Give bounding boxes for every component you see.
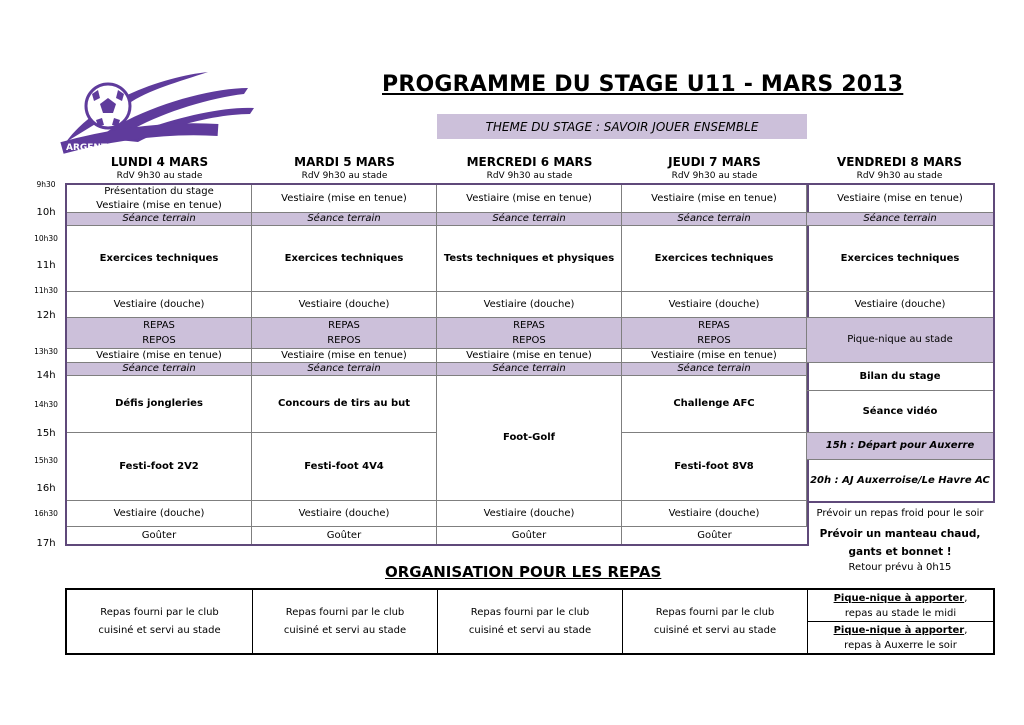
meals-title: ORGANISATION POUR LES REPAS bbox=[385, 563, 662, 581]
cell-wednesday-douche: Vestiaire (douche) bbox=[437, 292, 622, 318]
cell-thursday-seance: Séance terrain bbox=[622, 213, 807, 226]
time-label: 13h30 bbox=[34, 347, 58, 356]
theme-banner: THEME DU STAGE : SAVOIR JOUER ENSEMBLE bbox=[437, 114, 807, 139]
time-label: 11h bbox=[36, 260, 56, 271]
cell-monday-defis: Défis jongleries bbox=[67, 376, 252, 433]
day-name: VENDREDI 8 MARS bbox=[836, 155, 963, 169]
cell-tuesday-seance-pm: Séance terrain bbox=[252, 363, 437, 376]
pique-label: Pique-nique à apporter bbox=[833, 624, 965, 636]
cell-friday-exercices: Exercices techniques bbox=[807, 226, 993, 292]
cell-tuesday-festi: Festi-foot 4V4 bbox=[252, 433, 437, 501]
day-header-wednesday bbox=[437, 155, 622, 182]
meals-friday-midi bbox=[808, 590, 993, 622]
cell-friday-depart: 15h : Départ pour Auxerre bbox=[807, 433, 993, 460]
day-rdv: RdV 9h30 au stade bbox=[301, 171, 388, 181]
cell-monday-0930 bbox=[67, 185, 252, 213]
cell-tuesday-1330: Vestiaire (mise en tenue) bbox=[252, 349, 437, 363]
cell-tuesday-0930: Vestiaire (mise en tenue) bbox=[252, 185, 437, 213]
cell-friday-video: Séance vidéo bbox=[807, 391, 993, 433]
day-rdv: RdV 9h30 au stade bbox=[486, 171, 573, 181]
cell-text: Vestiaire (mise en tenue) bbox=[96, 199, 222, 211]
meal-text: Repas fourni par le club bbox=[470, 606, 590, 618]
cell-wednesday-footgolf: Foot-Golf bbox=[437, 376, 622, 501]
time-label: 16h30 bbox=[34, 509, 58, 518]
day-rdv: RdV 9h30 au stade bbox=[671, 171, 758, 181]
meal-text: cuisiné et servi au stade bbox=[283, 624, 407, 636]
meal-text: cuisiné et servi au stade bbox=[653, 624, 777, 636]
friday-retour: Retour prévu à 0h15 bbox=[848, 562, 952, 573]
meal-text: Pique-nique à apporter, bbox=[833, 624, 968, 636]
time-label: 17h bbox=[36, 538, 56, 549]
time-label: 10h bbox=[36, 207, 56, 218]
meal-text: Repas fourni par le club bbox=[285, 606, 405, 618]
day-header-tuesday bbox=[252, 155, 437, 182]
cell-thursday-repas bbox=[622, 318, 807, 349]
time-label: 14h bbox=[36, 370, 56, 381]
cell-monday-seance: Séance terrain bbox=[67, 213, 252, 226]
cell-text: REPAS bbox=[328, 320, 360, 331]
cell-wednesday-repas bbox=[437, 318, 622, 349]
time-label: 14h30 bbox=[34, 400, 58, 409]
friday-repas-froid: Prévoir un repas froid pour le soir bbox=[816, 508, 984, 519]
time-label: 12h bbox=[36, 310, 56, 321]
cell-thursday-douche: Vestiaire (douche) bbox=[622, 292, 807, 318]
cell-friday-douche: Vestiaire (douche) bbox=[807, 292, 993, 318]
day-name: LUNDI 4 MARS bbox=[110, 155, 209, 169]
cell-wednesday-seance: Séance terrain bbox=[437, 213, 622, 226]
cell-friday-match: 20h : AJ Auxerroise/Le Havre AC bbox=[810, 474, 990, 486]
meals-table bbox=[65, 588, 995, 655]
cell-monday-exercices: Exercices techniques bbox=[67, 226, 252, 292]
friday-gants: gants et bonnet ! bbox=[848, 546, 952, 558]
cell-friday-seance: Séance terrain bbox=[807, 213, 993, 226]
meals-thursday bbox=[623, 590, 808, 653]
cell-text: REPOS bbox=[142, 335, 176, 346]
cell-wednesday-douche-pm: Vestiaire (douche) bbox=[437, 501, 622, 527]
cell-tuesday-repas bbox=[252, 318, 437, 349]
meal-text: Repas fourni par le club bbox=[655, 606, 775, 618]
cell-monday-1330: Vestiaire (mise en tenue) bbox=[67, 349, 252, 363]
cell-monday-repas bbox=[67, 318, 252, 349]
cell-thursday-gouter: Goûter bbox=[697, 529, 732, 541]
cell-tuesday-concours: Concours de tirs au but bbox=[252, 376, 437, 433]
meal-text: cuisiné et servi au stade bbox=[98, 624, 221, 636]
meal-text: cuisiné et servi au stade bbox=[468, 624, 592, 636]
cell-monday-douche-pm: Vestiaire (douche) bbox=[67, 501, 252, 527]
day-rdv: RdV 9h30 au stade bbox=[856, 171, 943, 181]
cell-monday-festi: Festi-foot 2V2 bbox=[67, 433, 252, 501]
cell-text: REPOS bbox=[697, 335, 731, 346]
cell-tuesday-exercices: Exercices techniques bbox=[252, 226, 437, 292]
cell-monday-douche: Vestiaire (douche) bbox=[67, 292, 252, 318]
meal-text: repas au stade le midi bbox=[844, 607, 957, 619]
cell-text: REPOS bbox=[327, 335, 361, 346]
friday-manteau: Prévoir un manteau chaud, bbox=[819, 528, 981, 540]
cell-tuesday-douche-pm: Vestiaire (douche) bbox=[252, 501, 437, 527]
cell-wednesday-seance-pm: Séance terrain bbox=[437, 363, 622, 376]
day-name: JEUDI 7 MARS bbox=[668, 155, 761, 169]
cell-tuesday-gouter: Goûter bbox=[252, 527, 437, 544]
day-header-thursday bbox=[622, 155, 807, 182]
meals-wednesday bbox=[438, 590, 623, 653]
cell-thursday-exercices: Exercices techniques bbox=[622, 226, 807, 292]
day-name: MARDI 5 MARS bbox=[294, 155, 395, 169]
meals-friday-soir bbox=[808, 622, 993, 653]
cell-text: REPAS bbox=[698, 320, 730, 331]
club-logo bbox=[58, 68, 258, 156]
meal-text: Pique-nique à apporter, bbox=[833, 592, 968, 604]
time-label: 15h30 bbox=[34, 456, 58, 465]
time-label: 10h30 bbox=[34, 234, 58, 243]
cell-thursday-0930: Vestiaire (mise en tenue) bbox=[622, 185, 807, 213]
cell-text: REPAS bbox=[143, 320, 175, 331]
meals-monday bbox=[67, 590, 253, 653]
cell-friday-bilan: Bilan du stage bbox=[807, 363, 993, 391]
cell-text: REPOS bbox=[512, 335, 546, 346]
day-header-friday bbox=[807, 155, 992, 182]
cell-tuesday-seance: Séance terrain bbox=[252, 213, 437, 226]
logo-text: ARGENTEUIL FOOTBALL CLUB bbox=[66, 143, 215, 153]
cell-monday-seance-pm: Séance terrain bbox=[67, 363, 252, 376]
meals-tuesday bbox=[253, 590, 438, 653]
cell-friday-0930: Vestiaire (mise en tenue) bbox=[807, 185, 993, 213]
cell-tuesday-douche: Vestiaire (douche) bbox=[252, 292, 437, 318]
day-rdv: RdV 9h30 au stade bbox=[116, 171, 203, 181]
cell-thursday-douche-pm: Vestiaire (douche) bbox=[622, 501, 807, 527]
cell-wednesday-gouter: Goûter bbox=[437, 527, 622, 544]
time-label: 15h bbox=[36, 428, 56, 439]
cell-monday-gouter: Goûter bbox=[67, 527, 252, 544]
cell-thursday-festi: Festi-foot 8V8 bbox=[622, 433, 807, 501]
cell-friday-piquenique: Pique-nique au stade bbox=[807, 318, 993, 363]
meal-text: Repas fourni par le club bbox=[100, 606, 219, 618]
cell-text: Présentation du stage bbox=[104, 185, 214, 197]
pique-label: Pique-nique à apporter bbox=[833, 592, 965, 604]
time-label: 9h30 bbox=[36, 180, 56, 189]
day-name: MERCREDI 6 MARS bbox=[466, 155, 593, 169]
cell-text: REPAS bbox=[513, 320, 545, 331]
day-header-monday bbox=[67, 155, 252, 182]
meal-text: repas à Auxerre le soir bbox=[844, 639, 957, 651]
time-label: 11h30 bbox=[34, 286, 58, 295]
cell-wednesday-tests: Tests techniques et physiques bbox=[437, 226, 622, 292]
page-title: PROGRAMME DU STAGE U11 - MARS 2013 bbox=[382, 72, 904, 97]
cell-thursday-seance-pm: Séance terrain bbox=[622, 363, 807, 376]
time-label: 16h bbox=[36, 483, 56, 494]
cell-thursday-challenge: Challenge AFC bbox=[622, 376, 807, 433]
cell-wednesday-0930: Vestiaire (mise en tenue) bbox=[437, 185, 622, 213]
cell-wednesday-1330: Vestiaire (mise en tenue) bbox=[437, 349, 622, 363]
cell-thursday-1330: Vestiaire (mise en tenue) bbox=[622, 349, 807, 363]
